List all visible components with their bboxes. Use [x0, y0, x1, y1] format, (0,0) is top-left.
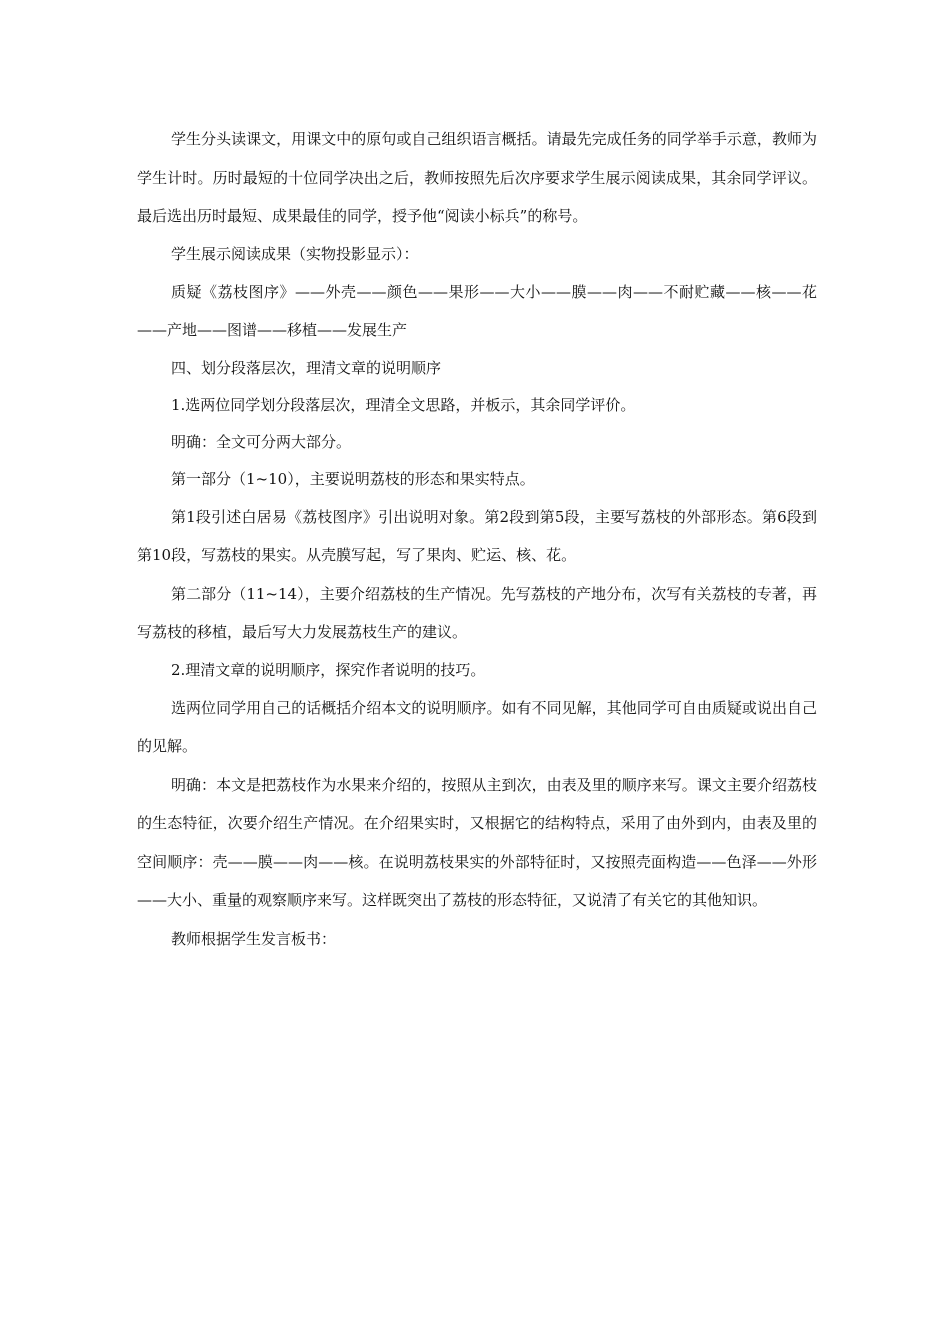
- paragraph-part-two: 第二部分（11~14），主要介绍荔枝的生产情况。先写荔枝的产地分布，次写有关荔枝的专著，再写荔枝的移植，最后写大力发展荔枝生产的建议。: [137, 584, 817, 641]
- paragraph-part-one-detail: 第1段引述白居易《荔枝图序》引出说明对象。第2段到第5段，主要写荔枝的外部形态。第6段到第10段，写荔枝的果实。从壳膜写起，写了果肉、贮运、核、花。: [137, 507, 817, 564]
- paragraph-reading-results-chain: 质疑《荔枝图序》——外壳——颜色——果形——大小——膜——肉——不耐贮藏——核——花——产地——图谱——移植——发展生产: [137, 282, 817, 339]
- paragraph-reading-results-intro: 学生展示阅读成果（实物投影显示）：: [171, 244, 419, 263]
- paragraph-board-writing: 教师根据学生发言板书：: [171, 929, 337, 948]
- paragraph-order-clarify: 明确：本文是把荔枝作为水果来介绍的，按照从主到次，由表及里的顺序来写。课文主要介绍荔枝的生态特征，次要介绍生产情况。在介绍果实时，又根据它的结构特点，采用了由外到内，由表及里的空间顺序：壳——膜——肉——核。在说明荔枝果实的外部特征时，又按照壳面构造——色泽——外形——大小、重量的观察顺序来写。这样既突出了荔枝的形态特征，又说清了有关它的其他知识。: [137, 775, 817, 909]
- paragraph-order-discussion: 选两位同学用自己的话概括介绍本文的说明顺序。如有不同见解，其他同学可自由质疑或说出自己的见解。: [137, 698, 817, 755]
- paragraph-task-one: 1.选两位同学划分段落层次，理清全文思路，并板示，其余同学评价。: [171, 395, 636, 414]
- paragraph-task-two: 2.理清文章的说明顺序，探究作者说明的技巧。: [171, 660, 486, 679]
- paragraph-reading-task: 学生分头读课文，用课文中的原句或自己组织语言概括。请最先完成任务的同学举手示意，教师为学生计时。历时最短的十位同学决出之后，教师按照先后次序要求学生展示阅读成果，其余同学评议。最后选出历时最短、成果最佳的同学，授予他“阅读小标兵”的称号。: [137, 130, 817, 225]
- section-heading-four: 四、划分段落层次，理清文章的说明顺序: [171, 358, 442, 377]
- document-body: [137, 120, 817, 958]
- paragraph-clarify-parts: 明确：全文可分两大部分。: [171, 432, 352, 451]
- paragraph-part-one: 第一部分（1~10），主要说明荔枝的形态和果实特点。: [171, 469, 535, 488]
